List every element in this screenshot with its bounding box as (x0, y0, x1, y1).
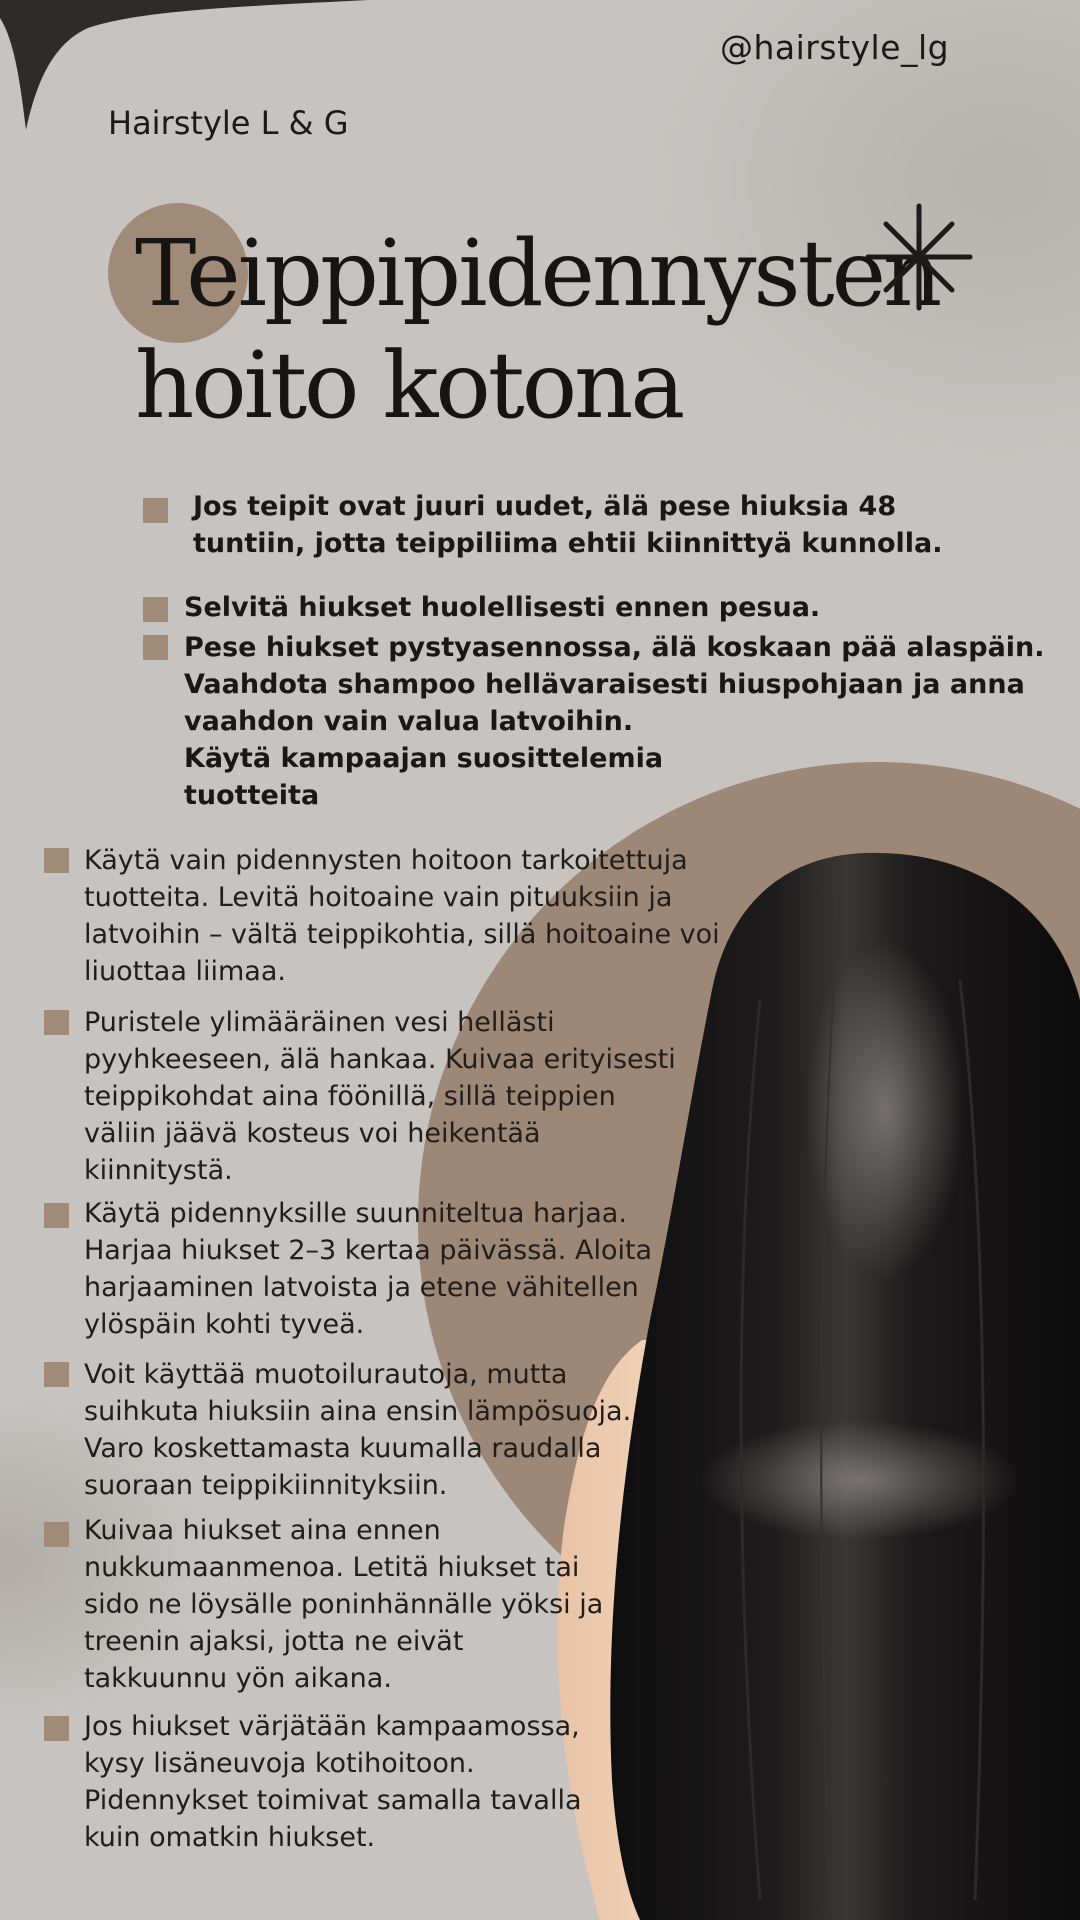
square-bullet-icon (44, 1362, 69, 1387)
tip-item (193, 488, 943, 562)
sparkle-icon (864, 202, 974, 312)
page-title (135, 218, 939, 442)
tip-line: ylöspäin kohti tyveä. (84, 1309, 365, 1340)
tip-line: Käytä vain pidennysten hoitoon tarkoitettuja (84, 845, 688, 876)
tip-item (84, 842, 720, 990)
tip-item (84, 1708, 582, 1856)
tip-line: tuntiin, jotta teippiliima ehtii kiinnittyä kunnolla. (193, 528, 943, 559)
tip-line: Käytä pidennyksille suunniteltua harjaa. (84, 1198, 627, 1229)
tip-line: Jos teipit ovat juuri uudet, älä pese hiuksia 48 (193, 491, 897, 522)
tip-line: vaahdon vain valua latvoihin. (184, 706, 634, 737)
tip-line: Harjaa hiukset 2–3 kertaa päivässä. Aloita (84, 1235, 653, 1266)
tip-line: nukkumaanmenoa. Letitä hiukset tai (84, 1552, 580, 1583)
square-bullet-icon (44, 1203, 69, 1228)
tip-item (84, 1512, 603, 1697)
tip-line: pyyhkeeseen, älä hankaa. Kuivaa erityisesti (84, 1044, 676, 1075)
tip-line: Kuivaa hiukset aina ennen (84, 1515, 441, 1546)
tip-line: Pese hiukset pystyasennossa, älä koskaan pää alaspäin. (184, 632, 1045, 663)
tip-line: suihkuta hiuksiin aina ensin lämpösuoja. (84, 1396, 632, 1427)
tip-line: Pidennykset toimivat samalla tavalla (84, 1785, 582, 1816)
tip-line: kuin omatkin hiukset. (84, 1822, 376, 1853)
tip-line: Vaahdota shampoo hellävaraisesti hiuspohjaan ja anna (184, 669, 1025, 700)
square-bullet-icon (143, 635, 168, 660)
tip-item (184, 629, 1045, 814)
tip-line: Käytä kampaajan suosittelemia (184, 743, 664, 774)
title-line-1: Teippipidennysten (135, 220, 940, 327)
tip-line: Selvitä hiukset huolellisesti ennen pesua. (184, 592, 821, 623)
tip-item (84, 1356, 631, 1504)
tip-line: Jos hiukset värjätään kampaamossa, (84, 1711, 580, 1742)
brand-name: Hairstyle L & G (108, 104, 349, 142)
tip-line: sido ne löysälle poninhännälle yöksi ja (84, 1589, 604, 1620)
tip-line: kysy lisäneuvoja kotihoitoon. (84, 1748, 475, 1779)
tip-line: takkuunnu yön aikana. (84, 1663, 392, 1694)
tip-line: Varo koskettamasta kuumalla raudalla (84, 1433, 602, 1464)
tip-line: liuottaa liimaa. (84, 956, 286, 987)
tip-line: tuotteita. Levitä hoitoaine vain pituuksiin ja (84, 882, 673, 913)
social-handle: @hairstyle_lg (720, 28, 950, 67)
title-line-2: hoito kotona (135, 332, 683, 439)
tip-line: kiinnitystä. (84, 1155, 233, 1186)
tip-line: väliin jäävä kosteus voi heikentää (84, 1118, 541, 1149)
square-bullet-icon (44, 1716, 69, 1741)
square-bullet-icon (44, 1010, 69, 1035)
tip-line: Voit käyttää muotoilurautoja, mutta (84, 1359, 568, 1390)
square-bullet-icon (143, 498, 168, 523)
tip-line: suoraan teippikiinnityksiin. (84, 1470, 448, 1501)
tip-line: harjaaminen latvoista ja etene vähitellen (84, 1272, 639, 1303)
tip-line: treenin ajaksi, jotta ne eivät (84, 1626, 464, 1657)
square-bullet-icon (44, 848, 69, 873)
tip-line: latvoihin – vältä teippikohtia, sillä hoitoaine voi (84, 919, 720, 950)
square-bullet-icon (44, 1522, 69, 1547)
tip-item (84, 1195, 652, 1343)
tip-item (84, 1004, 676, 1189)
tip-line: tuotteita (184, 780, 320, 811)
tip-line: Puristele ylimääräinen vesi hellästi (84, 1007, 555, 1038)
tip-item (184, 589, 820, 626)
square-bullet-icon (143, 597, 168, 622)
tip-line: teippikohdat aina föönillä, sillä teippien (84, 1081, 616, 1112)
